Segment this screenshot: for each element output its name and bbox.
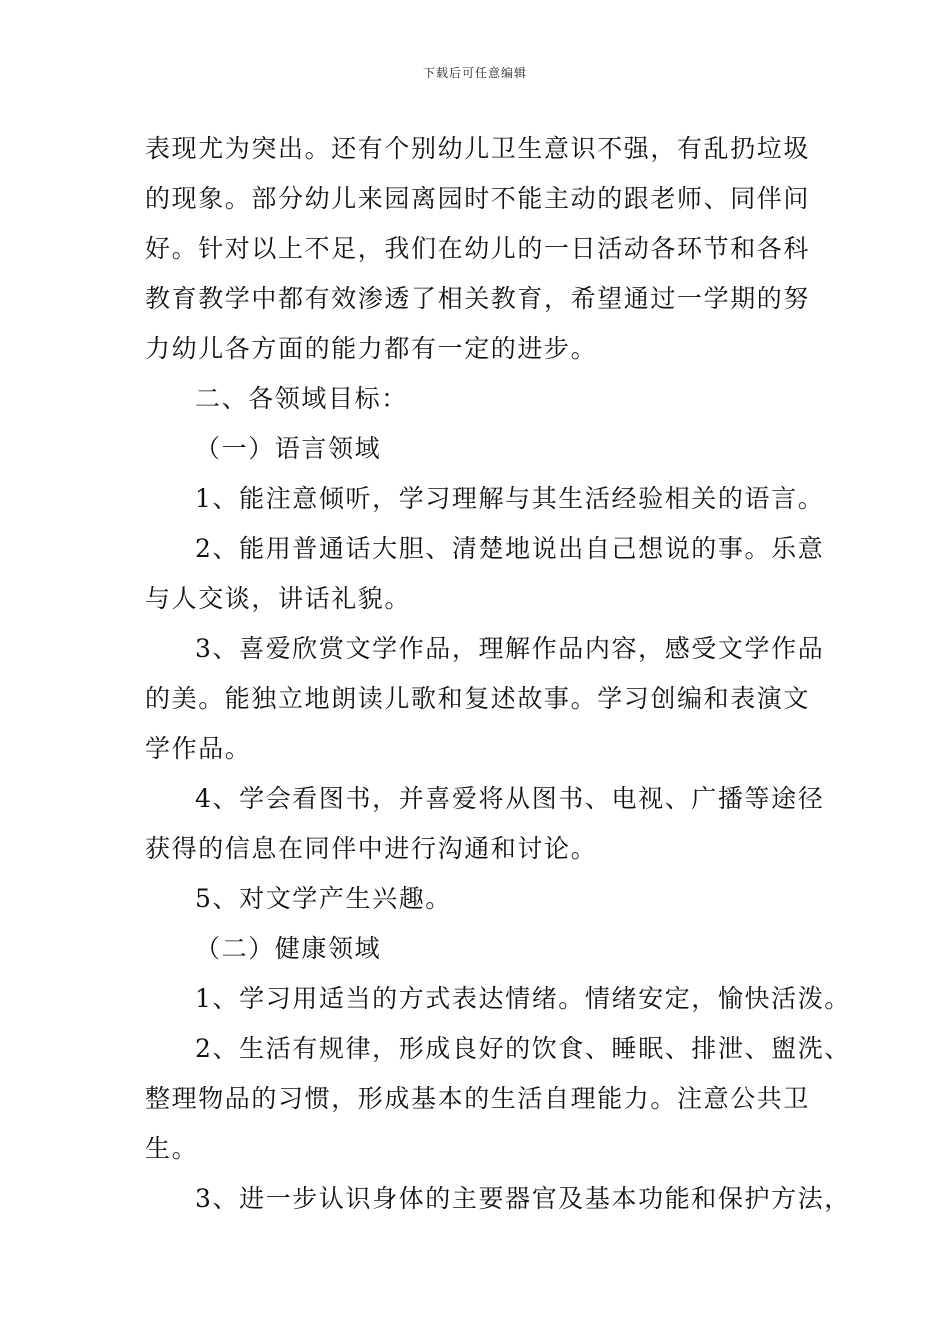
list-item: 5、对文学产生兴趣。 [195, 884, 452, 913]
text-line: 获得的信息在同伴中进行沟通和讨论。 [145, 834, 598, 863]
subsection-heading: （一）语言领域 [195, 434, 382, 463]
list-item: 2、生活有规律，形成良好的饮食、睡眠、排泄、盥洗、 [195, 1034, 851, 1063]
text-line: 学作品。 [145, 734, 252, 763]
text-line: 好。针对以上不足，我们在幼儿的一日活动各环节和各科 [145, 234, 811, 263]
text-line: 整理物品的习惯，形成基本的生活自理能力。注意公共卫 [145, 1084, 811, 1113]
document-body [145, 124, 851, 1224]
text-line: 生。 [145, 1134, 199, 1163]
list-item: 1、能注意倾听，学习理解与其生活经验相关的语言。 [195, 484, 825, 513]
list-item: 2、能用普通话大胆、清楚地说出自己想说的事。乐意 [195, 534, 825, 563]
text-line: 的美。能独立地朗读儿歌和复述故事。学习创编和表演文 [145, 684, 811, 713]
subsection-heading: （二）健康领域 [195, 934, 382, 963]
list-item: 3、进一步认识身体的主要器官及基本功能和保护方法， [195, 1184, 851, 1213]
section-heading: 二、各领域目标： [195, 384, 408, 413]
text-line: 教育教学中都有效渗透了相关教育，希望通过一学期的努 [145, 284, 811, 313]
list-item: 4、学会看图书，并喜爱将从图书、电视、广播等途径 [195, 784, 825, 813]
page-header-note: 下载后可任意编辑 [422, 66, 527, 80]
text-line: 的现象。部分幼儿来园离园时不能主动的跟老师、同伴问 [145, 184, 811, 213]
text-line: 与人交谈，讲话礼貌。 [145, 584, 412, 613]
list-item: 1、学习用适当的方式表达情绪。情绪安定，愉快活泼。 [195, 984, 851, 1013]
list-item: 3、喜爱欣赏文学作品，理解作品内容，感受文学作品 [195, 634, 825, 663]
text-line: 力幼儿各方面的能力都有一定的进步。 [145, 334, 598, 363]
text-line: 表现尤为突出。还有个别幼儿卫生意识不强，有乱扔垃圾 [145, 134, 811, 163]
